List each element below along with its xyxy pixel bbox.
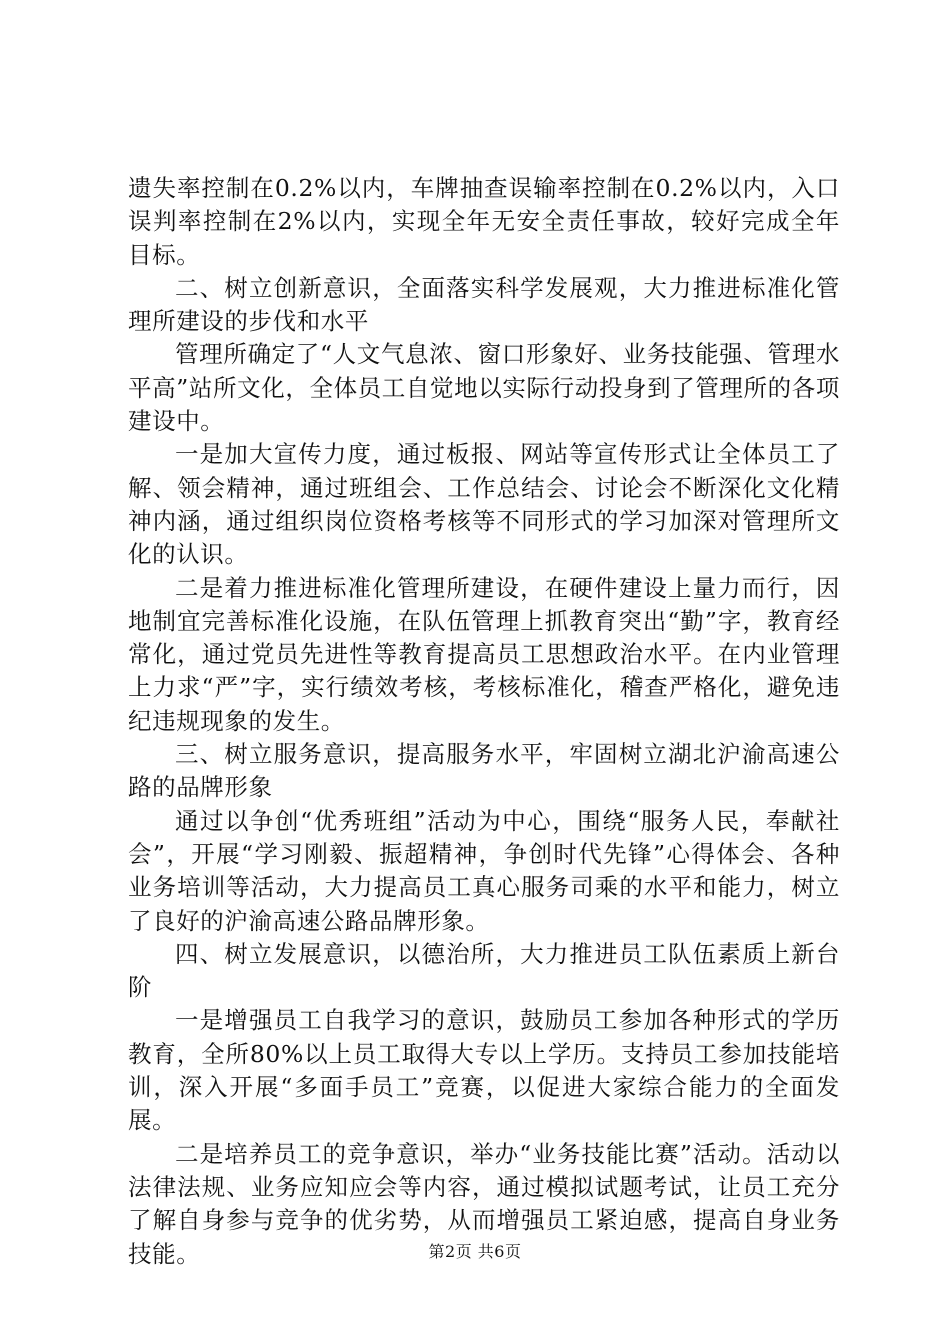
paragraph-9: 一是增强员工自我学习的意识，鼓励员工参加各种形式的学历教育，全所80%以上员工取得大专以上学历。支持员工参加技能培训，深入开展“多面手员工”竞赛，以促进大家综合能力的全面发展。 <box>128 1006 840 1135</box>
paragraph-4: 一是加大宣传力度，通过板报、网站等宣传形式让全体员工了解、领会精神，通过班组会、工作总结会、讨论会不断深化文化精神内涵，通过组织岗位资格考核等不同形式的学习加深对管理所文化的认识。 <box>128 440 840 569</box>
document-body <box>128 172 840 1271</box>
section-heading-4: 四、树立发展意识，以德治所，大力推进员工队伍素质上新台阶 <box>128 939 840 1002</box>
section-heading-2: 二、树立创新意识，全面落实科学发展观，大力推进标准化管理所建设的步伐和水平 <box>128 273 840 336</box>
paragraph-10: 二是培养员工的竞争意识，举办“业务技能比赛”活动。活动以法律法规、业务应知应会等内容，通过模拟试题考试，让员工充分了解自身参与竞争的优劣势，从而增强员工紧迫感，提高自身业务技能。 <box>128 1139 840 1268</box>
section-heading-3: 三、树立服务意识，提高服务水平，牢固树立湖北沪渝高速公路的品牌形象 <box>128 740 840 802</box>
paragraph-5: 二是着力推进标准化管理所建设，在硬件建设上量力而行，因地制宜完善标准化设施，在队伍管理上抓教育突出“勤”字，教育经常化，通过党员先进性等教育提高员工思想政治水平。在内业管理上力求“严”字，实行绩效考核，考核标准化，稽查严格化，避免违纪违规现象的发生。 <box>128 573 840 735</box>
paragraph-7: 通过以争创“优秀班组”活动为中心，围绕“服务人民，奉献社会”，开展“学习刚毅、振超精神，争创时代先锋”心得体会、各种业务培训等活动，大力提高员工真心服务司乘的水平和能力，树立了良好的沪渝高速公路品牌形象。 <box>128 806 840 935</box>
paragraph-1: 遗失率控制在0.2%以内，车牌抽查误输率控制在0.2%以内，入口误判率控制在2%以内，实现全年无安全责任事故，较好完成全年目标。 <box>128 174 840 269</box>
paragraph-3: 管理所确定了“人文气息浓、窗口形象好、业务技能强、管理水平高”站所文化，全体员工自觉地以实际行动投身到了管理所的各项建设中。 <box>128 340 840 436</box>
page-footer: 第2页 共6页 <box>428 1242 522 1261</box>
